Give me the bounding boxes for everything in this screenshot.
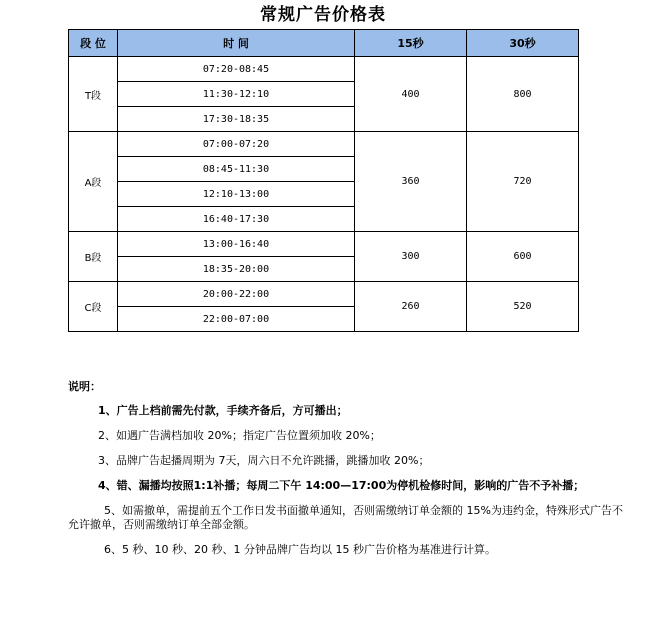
table-row [69, 282, 579, 307]
time-slot: 11:30-12:10 [118, 82, 355, 107]
note-item: 5、如需撤单，需提前五个工作日发书面撤单通知，否则需缴纳订单金额的 15%为违约金，特殊形式广告不允许撤单，否则需缴纳订单全部金额。 [68, 504, 623, 531]
time-slot: 12:10-13:00 [118, 182, 355, 207]
time-slot: 17:30-18:35 [118, 107, 355, 132]
price-15s: 260 [355, 282, 467, 332]
segment-name: B段 [69, 232, 118, 282]
note-item: 1、广告上档前需先付款，手续齐备后，方可播出； [98, 404, 348, 417]
header-segment: 段 位 [69, 30, 118, 57]
price-30s: 800 [467, 57, 579, 132]
time-slot: 07:00-07:20 [118, 132, 355, 157]
price-30s: 720 [467, 132, 579, 232]
segment-name: A段 [69, 132, 118, 232]
table-row [69, 57, 579, 82]
header-15s: 15秒 [355, 30, 467, 57]
time-slot: 13:00-16:40 [118, 232, 355, 257]
header-30s: 30秒 [467, 30, 579, 57]
table-row [69, 232, 579, 257]
note-item: 2、如遇广告满档加收 20%；指定广告位置须加收 20%； [98, 429, 381, 442]
time-slot: 08:45-11:30 [118, 157, 355, 182]
notes-section [68, 380, 628, 568]
note-item: 4、错、漏播均按照1:1补播；每周二下午 14:00—17:00为停机检修时间，影响的广告不予补播； [98, 479, 585, 492]
table-row [69, 132, 579, 157]
note-item: 3、品牌广告起播周期为 7天，周六日不允许跳播，跳播加收 20%； [98, 454, 430, 467]
time-slot: 18:35-20:00 [118, 257, 355, 282]
time-slot: 16:40-17:30 [118, 207, 355, 232]
time-slot: 20:00-22:00 [118, 282, 355, 307]
price-table [68, 29, 579, 332]
price-15s: 360 [355, 132, 467, 232]
segment-name: C段 [69, 282, 118, 332]
note-item: 6、5 秒、10 秒、20 秒、1 分钟品牌广告均以 15 秒广告价格为基准进行计算。 [104, 543, 496, 556]
segment-name: T段 [69, 57, 118, 132]
price-15s: 300 [355, 232, 467, 282]
time-slot: 07:20-08:45 [118, 57, 355, 82]
header-time: 时 间 [118, 30, 355, 57]
page-title: 常规广告价格表 [260, 5, 386, 25]
time-slot: 22:00-07:00 [118, 307, 355, 332]
notes-heading: 说明： [68, 380, 101, 393]
price-30s: 520 [467, 282, 579, 332]
price-15s: 400 [355, 57, 467, 132]
price-30s: 600 [467, 232, 579, 282]
table-header-row [69, 30, 579, 57]
